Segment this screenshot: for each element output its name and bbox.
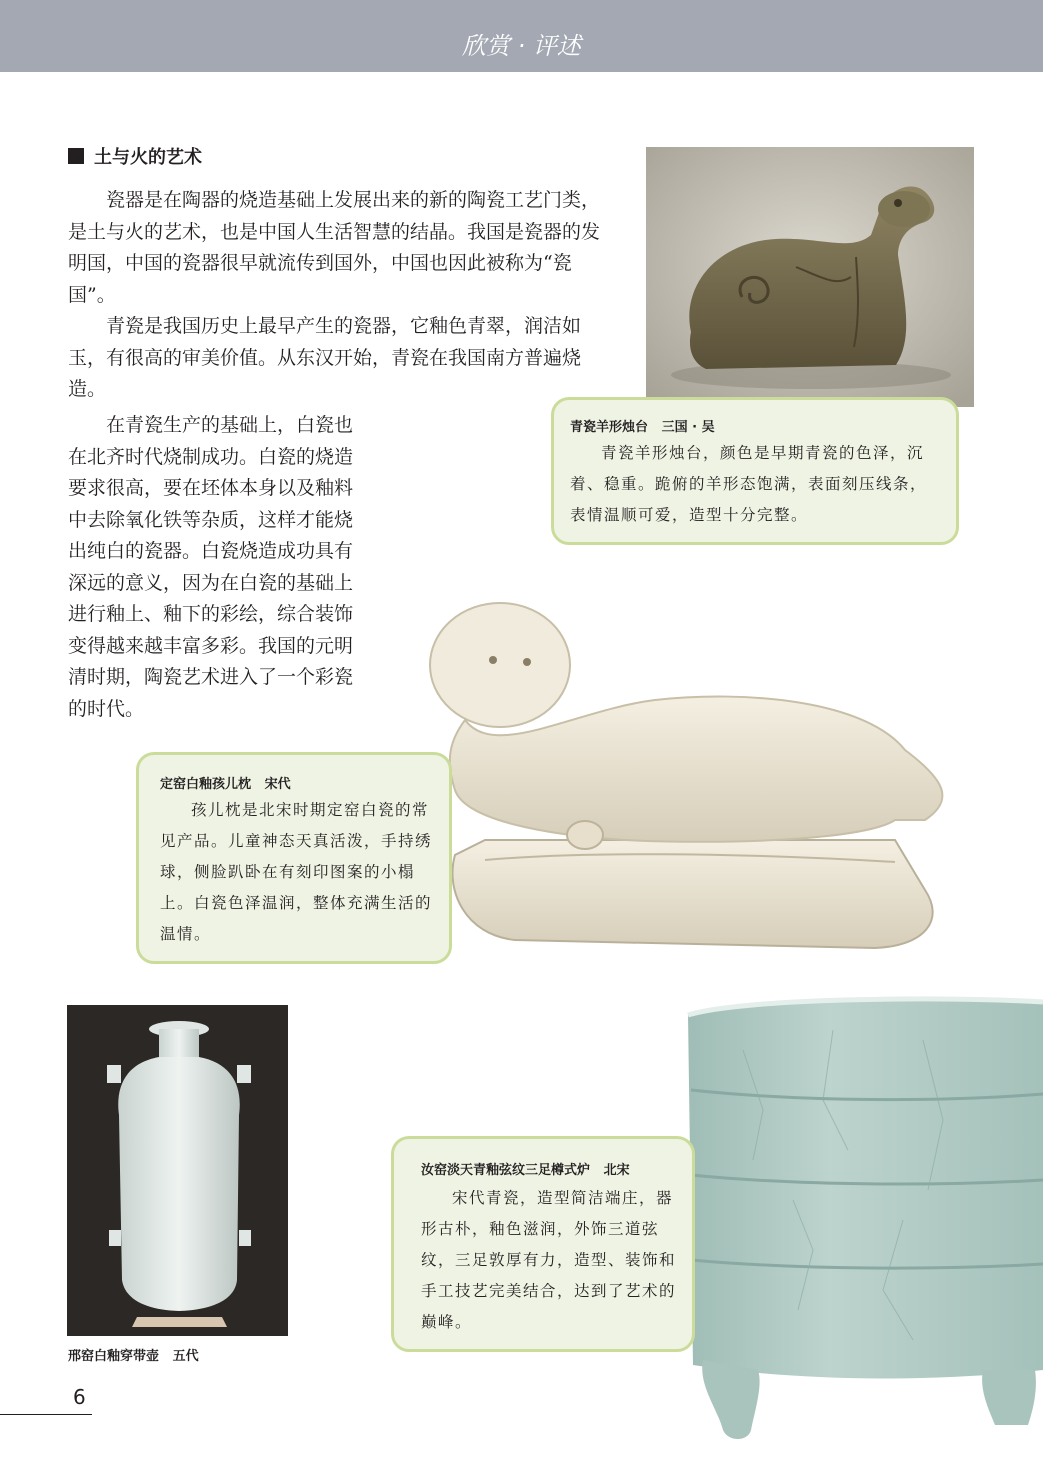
caption-title-flask: 邢窑白釉穿带壶 五代 [68,1349,199,1364]
caption-title-sheep: 青瓷羊形烛台 三国 · 吴 [570,420,715,435]
page-number: 6 [73,1385,86,1409]
xing-white-flask-photo [67,1005,288,1336]
square-bullet-icon [68,148,84,164]
caption-body-censer: 宋代青瓷，造型简洁端庄，器形古朴，釉色滋润，外饰三道弦纹，三足敦厚有力，造型、装饰和手工技艺完美结合，达到了艺术的巅峰。 [421,1189,677,1331]
ru-celadon-tripod-censer-photo [683,990,1043,1445]
sheep-figure-illustration [646,147,974,407]
celadon-sheep-candleholder-photo [646,147,974,407]
section-heading-text: 土与火的艺术 [94,147,202,168]
child-pillow-illustration [425,590,975,950]
caption-title-censer: 汝窑淡天青釉弦纹三足樽式炉 北宋 [421,1163,630,1178]
caption-body-pillow: 孩儿枕是北宋时期定窑白瓷的常见产品。儿童神态天真活泼，手持绣球，侧脸趴卧在有刻印图案的小榻上。白瓷色泽温润，整体充满生活的温情。 [160,801,433,943]
paragraph-2: 青瓷是我国历史上最早产生的瓷器，它釉色青翠，润洁如玉，有很高的审美价值。从东汉开始，青瓷在我国南方普遍烧造。 [68,315,582,400]
caption-box-pillow [136,752,452,964]
paragraph-1: 瓷器是在陶器的烧造基础上发展出来的新的陶瓷工艺门类，是土与火的艺术，也是中国人生活智慧的结晶。我国是瓷器的发明国，中国的瓷器很早就流传到国外，中国也因此被称为“瓷国”。 [68,189,601,306]
caption-title-pillow: 定窑白釉孩儿枕 宋代 [160,777,291,792]
flask-illustration [67,1005,288,1336]
section-heading [68,145,202,171]
header-title: 欣赏 · 评述 [462,32,581,60]
paragraph-3: 在青瓷生产的基础上，白瓷也在北齐时代烧制成功。白瓷的烧造要求很高，要在坯体本身以及釉料中去除氧化铁等杂质，这样才能烧出纯白的瓷器。白瓷烧造成功具有深远的意义，因为在白瓷的基础上进行釉上、釉下的彩绘，综合装饰变得越来越丰富多彩。我国的元明清时期，陶瓷艺术进入了一个彩瓷的时代。 [68,414,354,720]
ding-white-child-pillow-photo [425,590,975,950]
caption-box-sheep [551,397,959,545]
caption-box-censer [391,1136,695,1352]
page-number-rule [0,1414,92,1415]
censer-illustration [683,990,1043,1445]
caption-body-sheep: 青瓷羊形烛台，颜色是早期青瓷的色泽，沉着、稳重。跪俯的羊形态饱满，表面刻压线条，表情温顺可爱，造型十分完整。 [570,444,928,524]
